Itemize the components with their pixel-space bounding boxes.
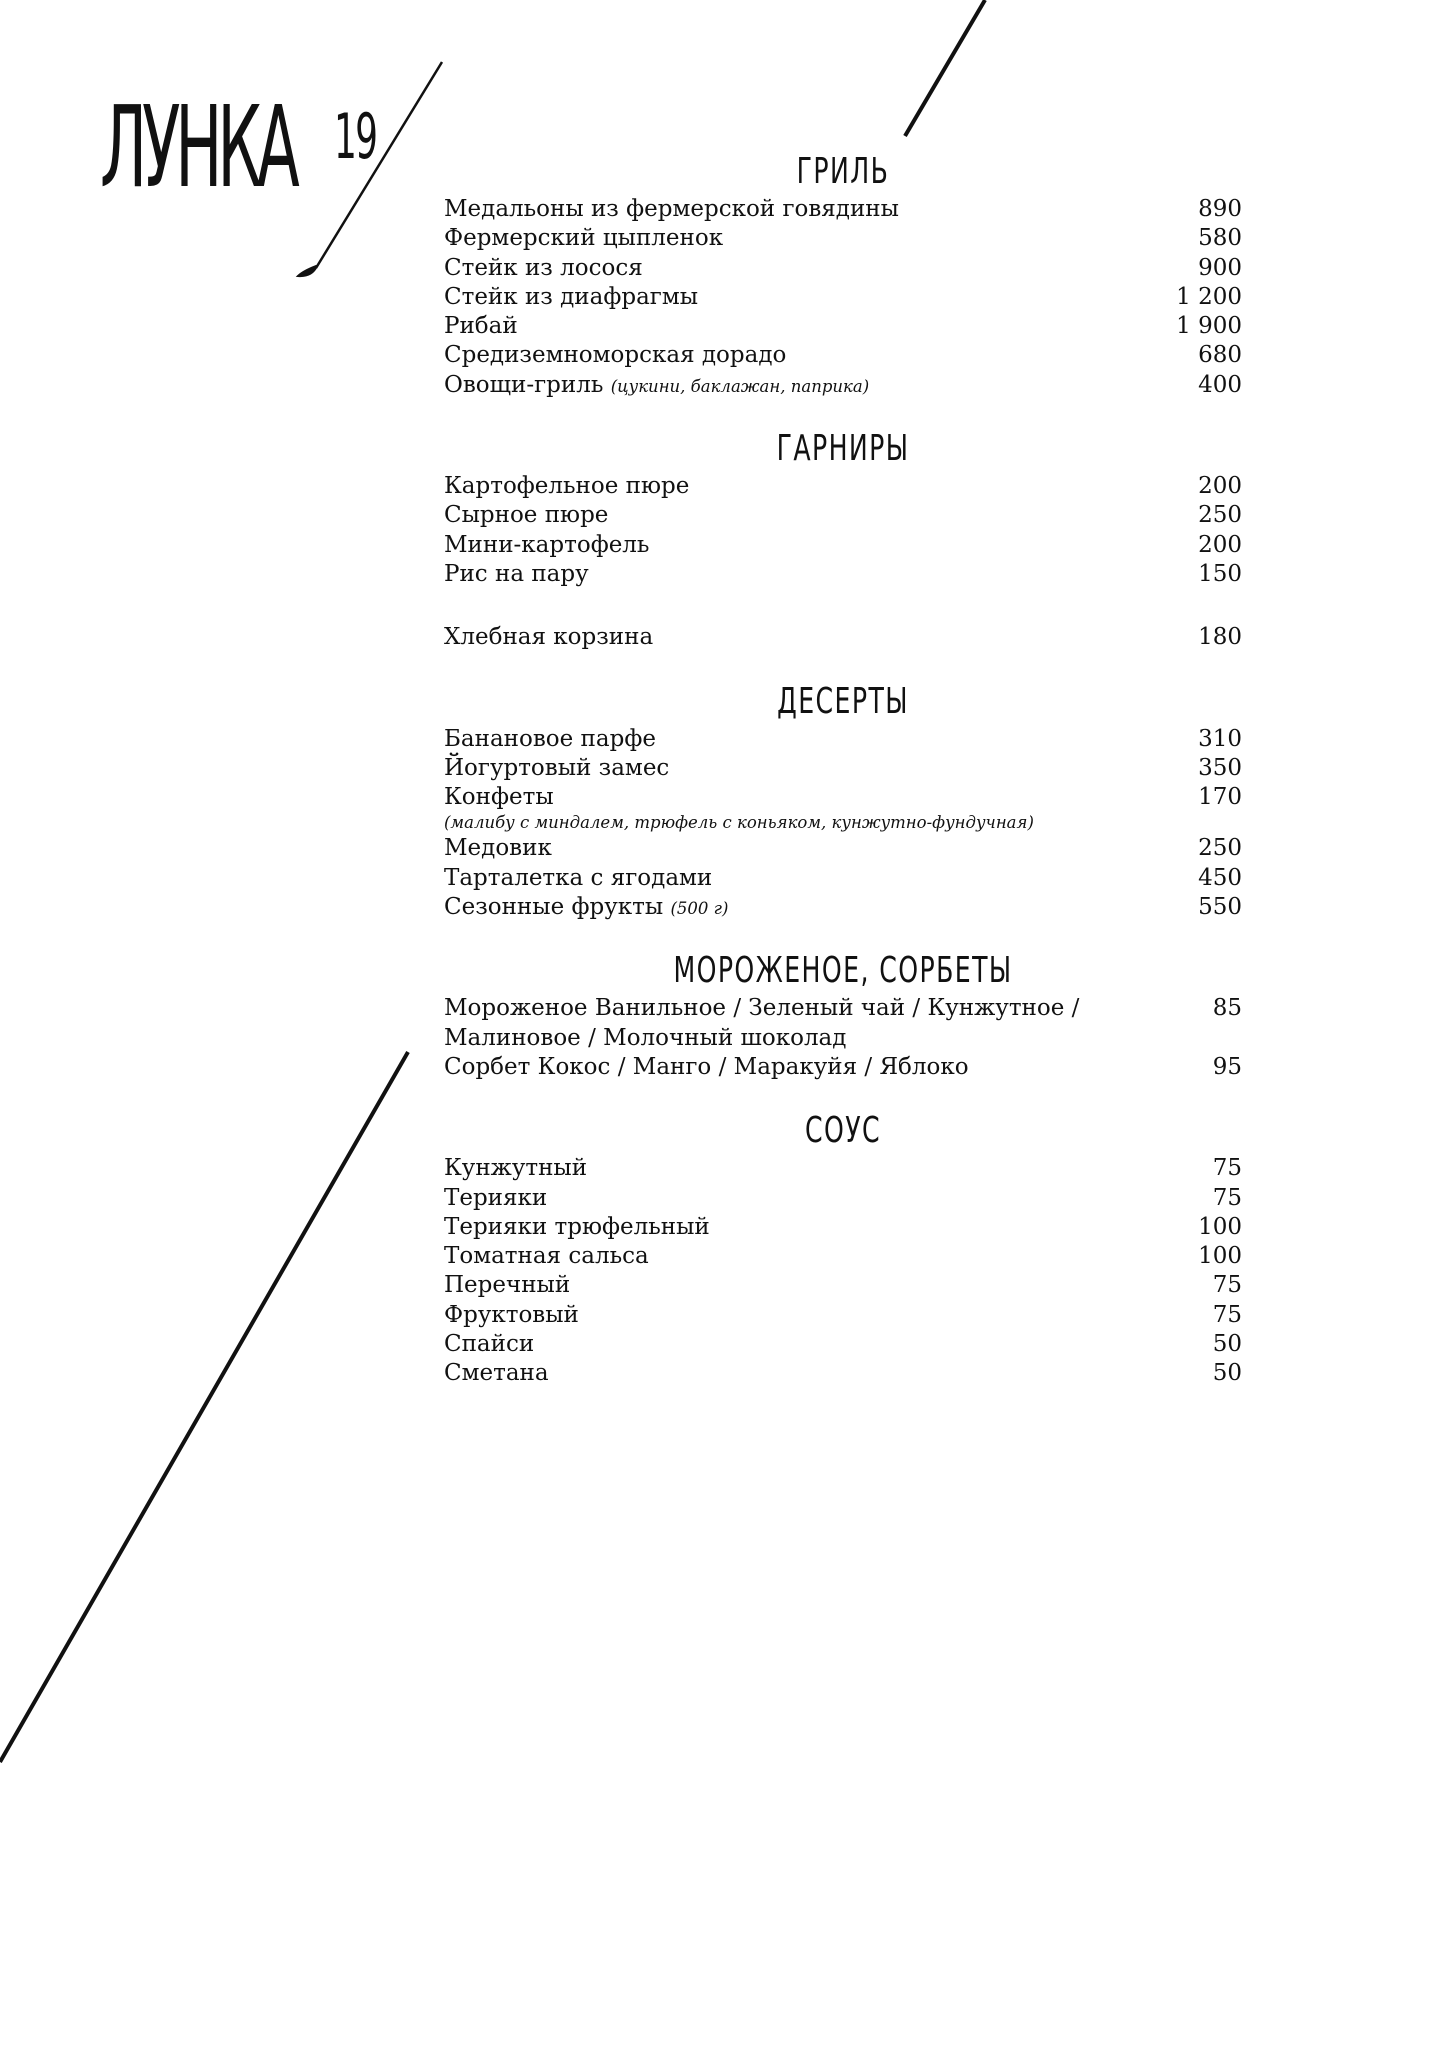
menu-item [444, 501, 1242, 530]
section-sides [444, 427, 1242, 652]
item-name: Мини-картофель [444, 531, 650, 558]
menu-item [444, 341, 1242, 370]
menu-item [444, 560, 1242, 589]
menu-item [444, 994, 1242, 1023]
section-title-sides: ГАРНИРЫ [776, 428, 910, 470]
menu-item [444, 893, 1242, 922]
item-price: 900 [1198, 254, 1242, 281]
section-icecream [444, 949, 1242, 1082]
item-price: 250 [1198, 835, 1242, 862]
item-name-with-note [444, 371, 869, 401]
menu-item [444, 783, 1242, 812]
menu-item [444, 195, 1242, 224]
item-price: 890 [1198, 196, 1242, 222]
bottom-diagonal-line [0, 1052, 408, 1762]
item-name: Сметана [444, 1360, 549, 1387]
section-title-sauce: СОУС [805, 1110, 881, 1152]
item-price: 200 [1198, 473, 1242, 500]
logo-number: 19 [334, 100, 377, 173]
item-name: Терияки [444, 1184, 548, 1211]
menu-item [444, 1154, 1242, 1183]
menu-item [444, 312, 1242, 341]
menu-item [444, 1184, 1242, 1213]
item-price: 75 [1212, 1301, 1242, 1328]
logo-word: ЛУНКА [100, 83, 295, 213]
item-name: Томатная сальса [444, 1243, 649, 1270]
item-price: 95 [1212, 1053, 1242, 1080]
item-name: Стейк из лосося [444, 254, 643, 281]
section-sauce [444, 1109, 1242, 1388]
item-name: Конфеты [444, 784, 554, 811]
item-price: 250 [1198, 502, 1242, 529]
item-name: Кунжутный [444, 1155, 588, 1182]
item-price: 450 [1198, 864, 1242, 891]
item-name: Тарталетка с ягодами [444, 864, 713, 891]
item-price: 75 [1212, 1155, 1242, 1182]
item-price: 310 [1198, 725, 1242, 752]
item-name: Перечный [444, 1272, 571, 1299]
item-name: Спайси [444, 1331, 535, 1358]
section-grill [444, 150, 1242, 400]
item-name: Хлебная корзина [444, 624, 654, 651]
item-name: Мороженое Ванильное / Зеленый чай / Кунжутное / [444, 995, 1080, 1022]
item-note: (цукини, баклажан, паприка) [610, 376, 870, 396]
item-name: Рибай [444, 313, 518, 340]
item-price: 75 [1212, 1272, 1242, 1299]
logo [100, 83, 407, 213]
menu-item [444, 531, 1242, 560]
item-price: 85 [1212, 995, 1242, 1022]
menu-item [444, 1301, 1242, 1330]
menu-item [444, 283, 1242, 312]
item-name: Средиземноморская дорадо [444, 342, 787, 369]
item-price: 150 [1198, 560, 1242, 587]
menu [444, 150, 1242, 1389]
item-name: Картофельное пюре [444, 473, 690, 500]
item-name: Сырное пюре [444, 502, 609, 529]
item-price: 75 [1212, 1184, 1242, 1211]
item-name: Медовик [444, 835, 552, 862]
item-price: 100 [1198, 1213, 1242, 1240]
menu-item [444, 864, 1242, 893]
item-name: Сорбет Кокос / Манго / Маракуйя / Яблоко [444, 1053, 969, 1080]
menu-item [444, 754, 1242, 783]
item-price: 50 [1212, 1360, 1242, 1387]
section-title-grill: ГРИЛЬ [796, 151, 890, 192]
item-price: 200 [1198, 531, 1242, 558]
menu-item [444, 472, 1242, 501]
top-diagonal-line [905, 0, 985, 136]
item-name: Терияки трюфельный [444, 1213, 710, 1240]
item-name: Рис на пару [444, 560, 589, 587]
item-price: 1 200 [1176, 283, 1242, 310]
menu-item [444, 1242, 1242, 1271]
menu-item [444, 1359, 1242, 1388]
menu-item [444, 1330, 1242, 1359]
item-price: 350 [1198, 754, 1242, 781]
item-price: 680 [1198, 342, 1242, 369]
section-desserts [444, 680, 1242, 923]
menu-item-bread [444, 623, 1242, 652]
item-price: 580 [1198, 225, 1242, 252]
menu-item [444, 224, 1242, 253]
section-title-desserts: ДЕСЕРТЫ [777, 680, 909, 722]
golf-club-head-icon [298, 266, 317, 276]
item-subnote: (малибу с миндалем, трюфель с коньяком, кунжутно-фундучная) [444, 813, 1034, 833]
item-price: 100 [1198, 1243, 1242, 1270]
item-name: Фермерский цыпленок [444, 225, 724, 252]
menu-item [444, 1271, 1242, 1300]
item-name-continuation: Малиновое / Молочный шоколад [444, 1024, 847, 1051]
menu-item [444, 371, 1242, 400]
item-price: 170 [1198, 784, 1242, 811]
item-note: (500 г) [670, 899, 729, 919]
item-name: Сезонные фрукты [444, 894, 664, 921]
item-name: Стейк из диафрагмы [444, 283, 699, 310]
item-name: Овощи-гриль [444, 371, 604, 398]
item-price: 180 [1198, 624, 1242, 651]
item-name: Банановое парфе [444, 725, 656, 752]
item-name: Фруктовый [444, 1301, 579, 1328]
item-name: Йогуртовый замес [444, 754, 670, 781]
item-name: Медальоны из фермерской говядины [444, 196, 899, 222]
menu-item [444, 725, 1242, 754]
item-price: 50 [1212, 1331, 1242, 1358]
item-price: 400 [1198, 371, 1242, 398]
menu-item [444, 254, 1242, 283]
section-title-icecream: МОРОЖЕНОЕ, СОРБЕТЫ [673, 950, 1013, 992]
item-price: 550 [1198, 894, 1242, 921]
menu-item [444, 834, 1242, 863]
menu-item [444, 1053, 1242, 1082]
item-price: 1 900 [1176, 313, 1242, 340]
menu-item [444, 1213, 1242, 1242]
item-name-with-note [444, 893, 728, 923]
